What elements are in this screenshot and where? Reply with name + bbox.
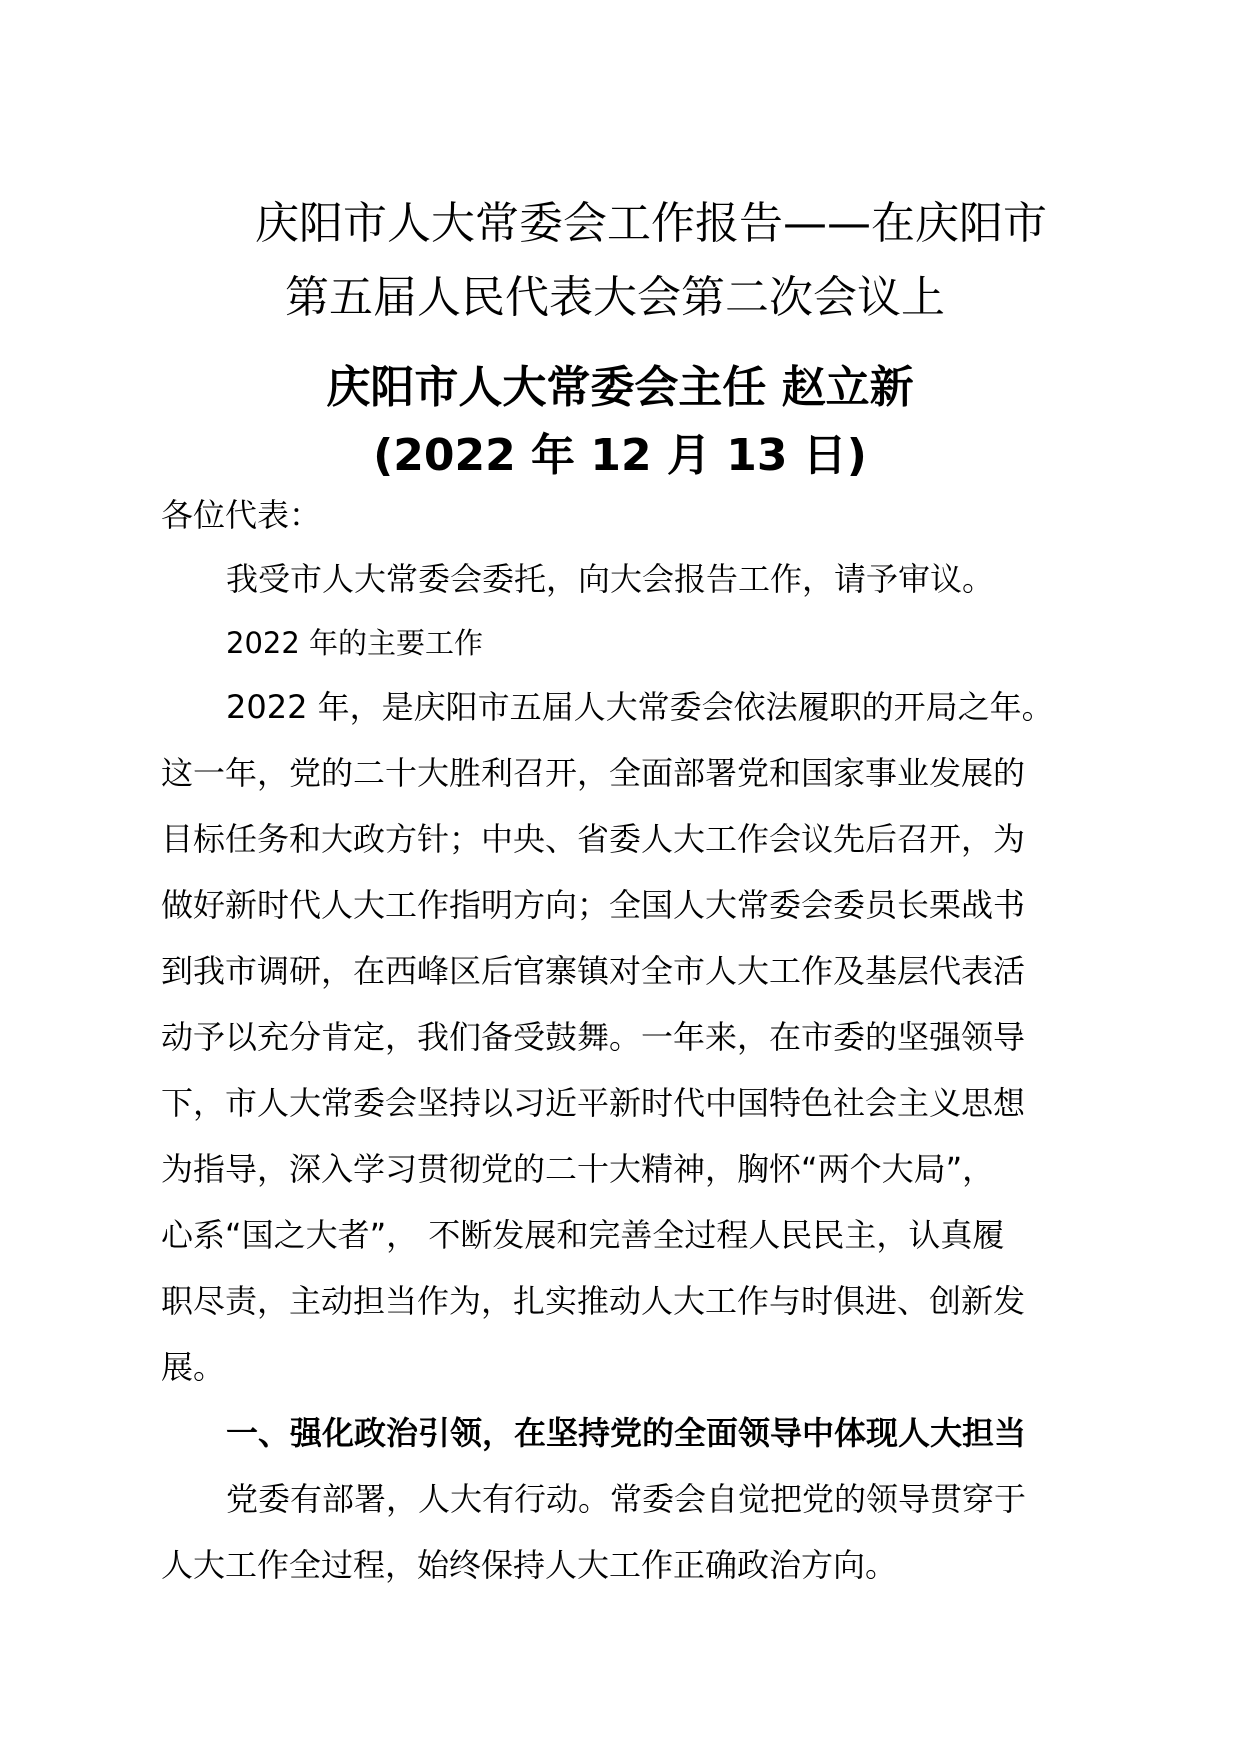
report-date: (2022 年 12 月 13 日)	[373, 430, 867, 481]
paragraph1-line: 心系“国之大者”， 不断发展和完善全过程人民民主，认真履	[161, 1216, 1005, 1254]
paragraph2-line: 党委有部署，人大有行动。常委会自觉把党的领导贯穿于	[226, 1480, 1027, 1518]
paragraph1-line: 下，市人大常委会坚持以习近平新时代中国特色社会主义思想	[161, 1084, 1026, 1122]
paragraph1-line: 目标任务和大政方针；中央、省委人大工作会议先后召开，为	[161, 820, 1026, 858]
report-title-line-2: 第五届人民代表大会第二次会议上	[285, 272, 945, 323]
intro-paragraph: 我受市人大常委会委托，向大会报告工作，请予审议。	[226, 560, 995, 598]
paragraph1-line: 展。	[161, 1348, 226, 1386]
report-author: 庆阳市人大常委会主任 赵立新	[326, 362, 914, 413]
paragraph1-line: 到我市调研，在西峰区后官寨镇对全市人大工作及基层代表活	[161, 952, 1026, 990]
paragraph1-line: 动予以充分肯定，我们备受鼓舞。一年来，在市委的坚强领导	[161, 1018, 1026, 1056]
paragraph1-line: 2022 年，是庆阳市五届人大常委会依法履职的开局之年。	[226, 688, 1054, 726]
paragraph1-line: 职尽责，主动担当作为，扎实推动人大工作与时俱进、创新发	[161, 1282, 1026, 1320]
paragraph1-line: 这一年，党的二十大胜利召开，全面部署党和国家事业发展的	[161, 754, 1026, 792]
section-heading: 2022 年的主要工作	[226, 626, 484, 660]
paragraph1-line: 做好新时代人大工作指明方向；全国人大常委会委员长栗战书	[161, 886, 1026, 924]
paragraph2-line: 人大工作全过程，始终保持人大工作正确政治方向。	[161, 1546, 898, 1584]
report-title-line-1: 庆阳市人大常委会工作报告——在庆阳市	[255, 198, 1047, 249]
part1-heading: 一、强化政治引领，在坚持党的全面领导中体现人大担当	[226, 1414, 1027, 1452]
salutation: 各位代表：	[161, 496, 322, 534]
paragraph1-line: 为指导，深入学习贯彻党的二十大精神，胸怀“两个大局”，	[161, 1150, 995, 1188]
